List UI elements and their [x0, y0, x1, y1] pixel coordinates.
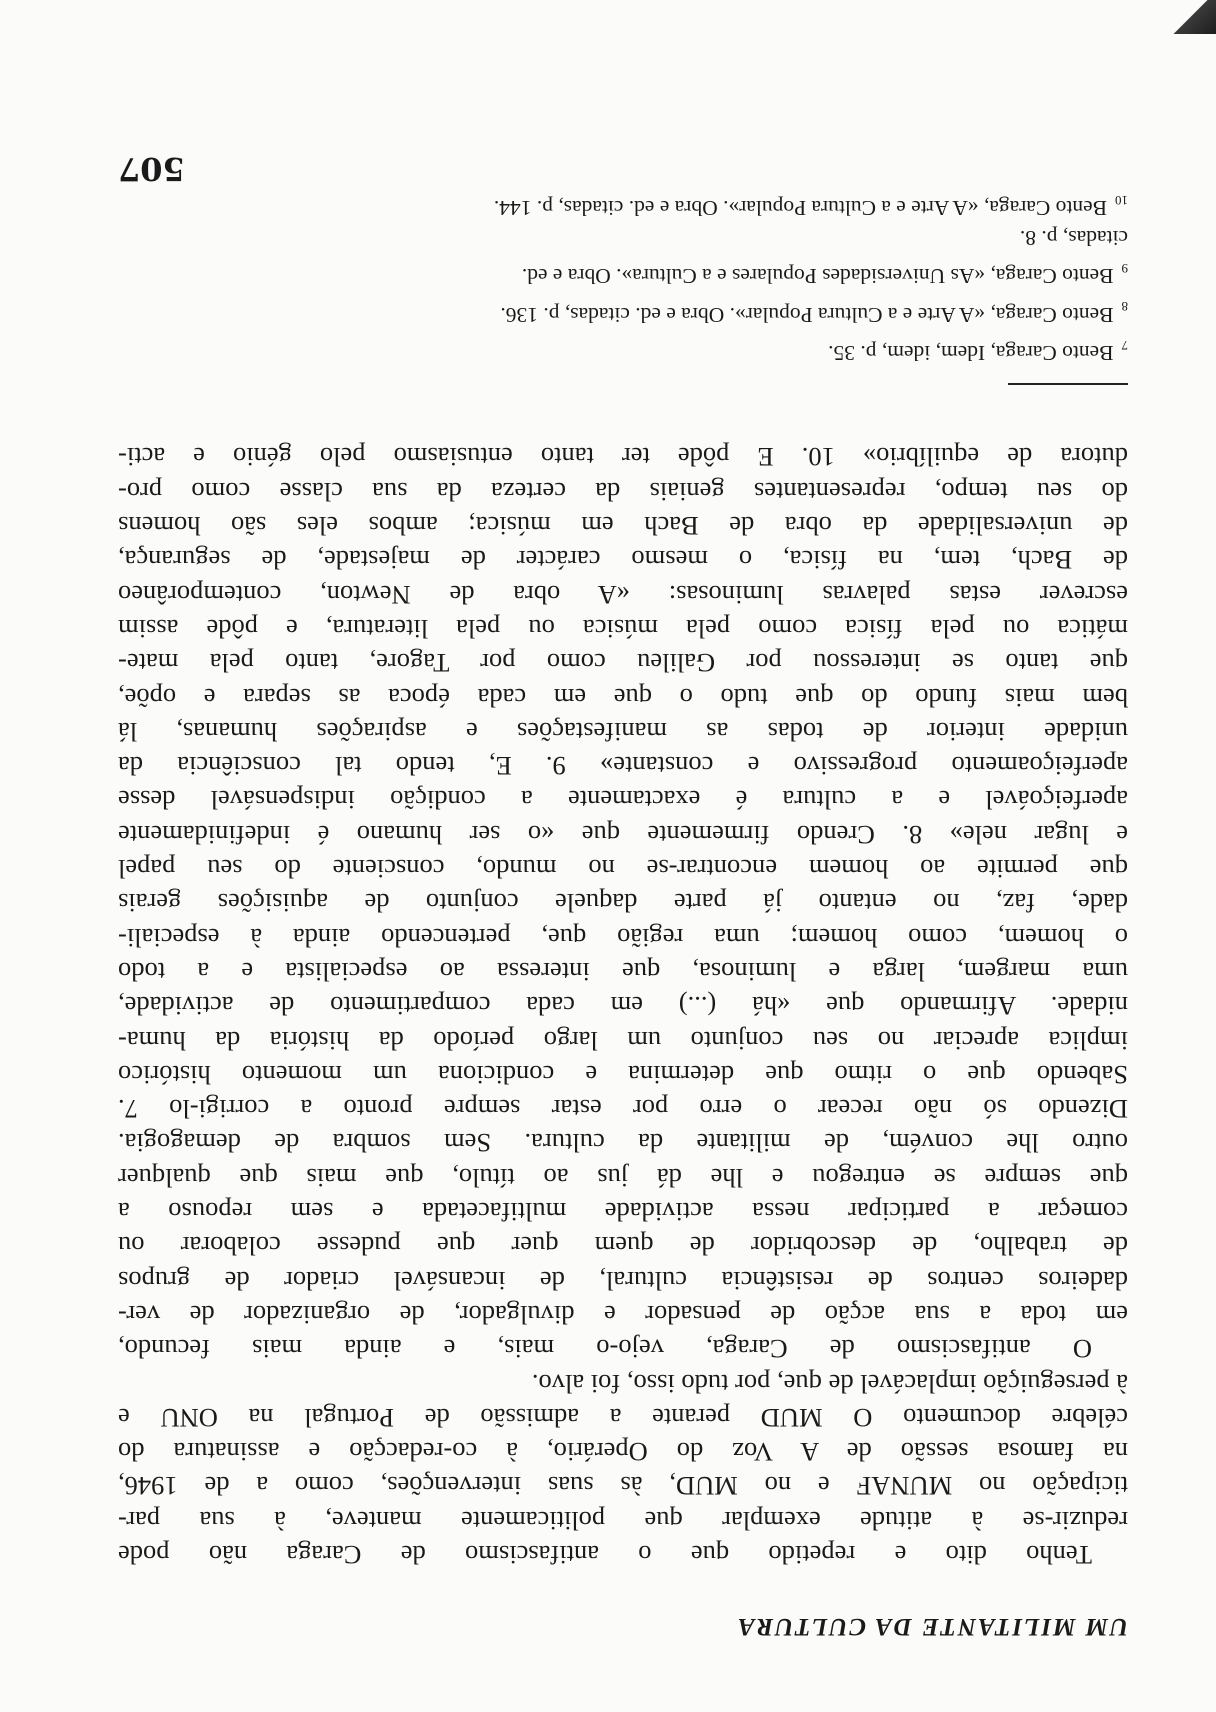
- body-line: ticipação no MUNAF e no MUD, às suas intervenções, como a de 1946,: [118, 1471, 1128, 1502]
- body-line: O antifascismo de Caraga, vejo-o mais, e ainda mais fecundo,: [118, 1334, 1092, 1365]
- body-line: aperfeiçoável e a cultura é exactamente a condição indispensável desse: [118, 785, 1128, 816]
- body-line: de universalidade da obra de Bach em música; ambos eles são homens: [118, 511, 1128, 542]
- footnote-text: Bento Caraga, Idem, idem, p. 35.: [828, 341, 1114, 365]
- footnote-number: 7: [1121, 337, 1128, 353]
- body-line: outro lhe convém, de militante da cultura. Sem sombra de demagogia.: [118, 1128, 1128, 1159]
- body-line: que sempre se entregou e lhe dá jus ao título, que mais que qualquer: [118, 1162, 1128, 1193]
- body-line: dutora de equilíbrio» 10. E pôde ter tanto entusiasmo pelo génio e acti-: [118, 442, 1128, 473]
- body-line: Sabendo que o ritmo que determina e condiciona um momento histórico: [118, 1059, 1128, 1090]
- body-line: e lugar nele» 8. Crendo firmemente que «o ser humano é indefinidamente: [118, 819, 1128, 850]
- body-line: que tanto se interessou por Galileu como por Tagore, tanto pela mate-: [118, 648, 1128, 679]
- footnote: [118, 291, 1128, 329]
- book-page-rotated: [118, 80, 1128, 1640]
- body-line: aperfeiçoamento progressivo e constante» 9. E, tendo tal consciência da: [118, 751, 1128, 782]
- footnote: [118, 223, 1128, 253]
- body-line: dadeiros centros de resistência cultural, de incansável criador de grupos: [118, 1265, 1128, 1296]
- body-line: o homem, como homem; uma região que, pertencendo ainda à especiali-: [118, 922, 1128, 953]
- footnote-number: 9: [1121, 261, 1128, 277]
- body-line: célebre documento O MUD perante a admissão de Portugal na ONU e: [118, 1402, 1128, 1433]
- body-line: escrever estas palavras luminosas: «A obra de Newton, contemporâneo: [118, 579, 1128, 610]
- running-head: UM MILITANTE DA CULTURA: [735, 1613, 1128, 1640]
- body-line: começar a participar nessa actividade multifacetada e sem repouso a: [118, 1197, 1128, 1228]
- body-line: unidade interior de todas as manifestações e aspirações humanas, lá: [118, 716, 1128, 747]
- body-line: implica apreciar no seu conjunto um largo período da história da huma-: [118, 1025, 1128, 1056]
- body-line: de trabalho, de descobridor de quem quer que pudesse colaborar ou: [118, 1231, 1128, 1262]
- body-line: do seu tempo, representantes geniais da certeza da sua classe como pro-: [118, 476, 1128, 507]
- body-text: [118, 440, 1128, 1572]
- page-number: 507: [118, 150, 185, 188]
- body-line: à perseguição implacável de que, por tudo isso, foi alvo.: [531, 1368, 1128, 1399]
- body-line: nidade. Afirmando que «há (...) em cada compartimento de actividade,: [118, 991, 1128, 1022]
- footnote-text: Bento Caraga, «A Arte e a Cultura Popular». Obra e ed. citadas, p. 144.: [493, 196, 1107, 221]
- footnote: [118, 185, 1128, 223]
- body-line: dade, faz, no entanto já parte daquele conjunto de aquisições gerais: [118, 888, 1128, 919]
- body-line: de Bach, tem, na física, o mesmo carácter de majestade, de segurança,: [118, 545, 1128, 576]
- body-line: que permite ao homem encontrar-se no mundo, consciente do seu papel: [118, 854, 1128, 885]
- body-line: reduzir-se à atitude exemplar que politicamente manteve, à sua par-: [118, 1505, 1128, 1536]
- footnote-text: citadas, p. 8.: [1019, 226, 1128, 251]
- footnote: [118, 253, 1128, 291]
- footnote-rule: [1008, 383, 1128, 385]
- footnote-number: 8: [1121, 299, 1128, 315]
- body-line: na famosa sessão de A Voz do Operário, à co-redacção e assinatura do: [118, 1437, 1128, 1468]
- footnote: [118, 330, 1128, 368]
- footnote-text: Bento Caraga, «As Universidades Populares e a Cultura». Obra e ed.: [521, 264, 1114, 289]
- body-line: Dizendo só não recear o erro por estar sempre pronto a corrigi-lo 7.: [118, 1094, 1128, 1125]
- body-line: Tenho dito e repetido que o antifascismo de Caraga não pode: [118, 1540, 1092, 1570]
- body-line: mática ou pela física como pela música ou pela literatura, e pôde assim: [118, 613, 1128, 644]
- footnotes: [118, 185, 1128, 368]
- body-line: em toda a sua acção de pensador e divulgador, de organizador de ver-: [118, 1299, 1128, 1330]
- footnote-text: Bento Caraga, «A Arte e a Cultura Popular». Obra e ed. citadas, p. 136.: [500, 302, 1114, 327]
- body-line: uma margem, larga e luminosa, que interessa ao especialista e a todo: [118, 956, 1128, 987]
- scan-corner-shadow: [1172, 0, 1216, 34]
- footnote-number: 10: [1115, 192, 1128, 208]
- body-line: bem mais fundo do que tudo o que em cada época as separa e opõe,: [118, 682, 1128, 713]
